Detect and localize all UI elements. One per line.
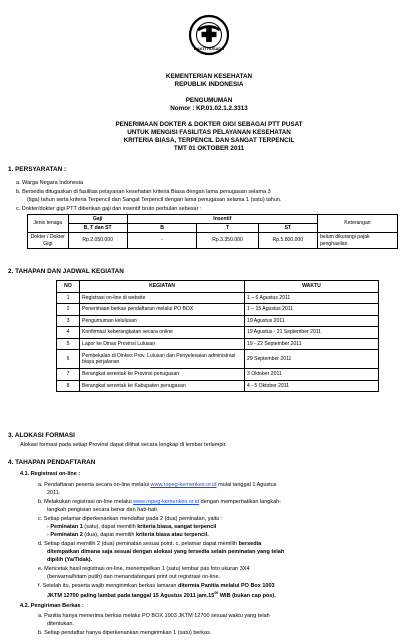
announcement-number: Nomor : KP.01.02.1.2.3313: [170, 105, 248, 112]
table-row: 4 Konfirmasi keberangkatan secara online 19 Agustus - 21 September 2011: [57, 327, 379, 339]
table-row: 7 Berangkat serentak ke Provinsi penugasan 3 Oktober 2011: [57, 369, 379, 381]
cell-st: Rp.5.800.000: [258, 233, 317, 249]
step-g-line2: ditentukan.: [47, 621, 74, 627]
th-st: ST: [258, 224, 317, 233]
cell-b: -: [127, 233, 197, 249]
th-gaji: Gaji: [68, 215, 127, 224]
step-f-line2: JKTM 12700 paling lambat pada tanggal 15 Agustus 2011 $jam.15^{00}$ WIB (bukan cap pos).: [47, 591, 276, 599]
ministry-name: KEMENTERIAN KESEHATAN: [165, 73, 253, 80]
step-d-line1: d. Setiap dapat memilih 2 (dua) peminatan sesuai point. c, pelamar dapat memilih bersedia: [38, 541, 262, 547]
step-e-line2: (berwarna/hitam putih) dan menandatangani print out registrasi on-line.: [47, 574, 221, 580]
req-b-line1: b. Bersedia ditugaskan di fasilitas pelayanan kesehatan kriteria Biasa dengan lama penugasan selama 3: [16, 189, 271, 195]
table-row: 6 Pembekalan di Dinkes Prov. Lulusan dan Penyelesaian administrasi biaya perjalanan 29 September 2011: [57, 350, 379, 369]
th-jenis: Jenis tenaga: [28, 215, 69, 233]
cell-ket: belum dikurangi pajak penghasilan: [317, 233, 397, 249]
step-c-line2: - Peminatan 1 (satu), dapat memilih kriteria biasa, sangat terpencil: [47, 524, 217, 530]
req-c: c. Dokter/dokter gigi PTT diberikan gaji dan insentif bruto perbulan sebesar :: [16, 206, 202, 212]
table-row: 5 Lapor ke Dinas Provinsi Lulusan 19 - 22 September 2011: [57, 338, 379, 350]
bakti-husada-logo: [188, 14, 230, 56]
schedule-table: [56, 280, 379, 392]
th-btst: B, T dan ST: [68, 224, 127, 233]
cell-jenis: Dokter / Dokter Gigi: [28, 233, 69, 249]
announcement-label: PENGUMUMAN: [185, 97, 233, 104]
title-line-4: TMT 01 OKTOBER 2011: [173, 145, 245, 152]
table-row: 8 Berangkat serentak ke Kabupaten penugasan 4 - 5 Oktober 2011: [57, 380, 379, 392]
subsection-4-1: 4.1. Registrasi on-line :: [20, 471, 81, 477]
country-name: REPUBLIK INDONESIA: [174, 81, 244, 88]
table-row: 1 Registrasi on-line di website 1 – 6 Agustus 2011: [57, 292, 379, 304]
ropeg-link[interactable]: www.ropeg-kemenkes.or.id: [133, 499, 200, 505]
title-line-2: UNTUK MENGISI FASILITAS PELAYANAN KESEHATAN: [127, 129, 291, 136]
step-e-line1: e. Mencetak hasil registrasi on-line, menempelkan 1 (satu) lembar pas foto ukuran 3X4: [38, 566, 250, 572]
cell-t: Rp.3.350.000: [197, 233, 258, 249]
th-t: T: [197, 224, 258, 233]
step-b-line2: langkah pengisian secara benar dan hati-hati.: [47, 507, 159, 513]
subsection-4-2: 4.2. Pengiriman Berkas :: [20, 603, 84, 609]
req-a: a. Warga Negara Indonesia: [16, 180, 84, 186]
title-line-3: KRITERIA BIASA, TERPENCIL DAN SANGAT TERPENCIL: [123, 137, 295, 144]
salary-table: [27, 214, 398, 249]
ropeg-link[interactable]: www.ropeg-kemenkes.or.id: [150, 482, 217, 488]
section-1-title: 1. PERSYARATAN :: [8, 166, 67, 173]
step-b-line1: b. Melakukan registrasi on-line melalui www.ropeg-kemenkes.or.id dengan memperhatikan langkah-: [38, 499, 282, 505]
step-d-line2: ditempatkan dimana saja sesuai dengan alokasi yang tersedia selain peminatan yang telah: [47, 549, 285, 555]
cell-gaji: Rp.2.050.000: [68, 233, 127, 249]
th-waktu: WAKTU: [245, 281, 379, 293]
title-line-1: PENERIMAAN DOKTER & DOKTER GIGI SEBAGAI PTT PUSAT: [115, 121, 303, 128]
step-h-line1: b. Setiap pendaftar hanya diperkenankan mengirimkan 1 (satu) berkas.: [38, 630, 212, 636]
req-b-line2: (tiga) tahun serta kriteria Terpencil dan Sangat Terpencil dengan lama penugasan selama 1 (satu) tahun.: [27, 197, 282, 203]
th-insentif: Insentif: [127, 215, 317, 224]
step-g-line1: a. Panitia hanya menerima berkas melalui PO BOX 1003 JKTM 12700 sesuai waktu yang telah: [38, 613, 270, 619]
step-a-line1: a. Pendaftaran peserta secara on-line melalui www.ropeg-kemenkes.or.id mulai tanggal 1 Agustus: [38, 482, 277, 488]
table-row: 3 Pengumuman kelulusan 19 Agustus 2011: [57, 315, 379, 327]
table-row: 2 Penerimaan berkas pendaftaran melalui PO BOX 1 – 15 Agustus 2011: [57, 304, 379, 316]
section-3-text: Alokasi formasi pada setiap Provinsi dapat dilihat secara lengkap di lembar terlampir.: [20, 442, 227, 448]
section-3-title: 3. ALOKASI FORMASI: [8, 432, 75, 439]
th-kegiatan: KEGIATAN: [80, 281, 245, 293]
th-b: B: [127, 224, 197, 233]
logo-text: BAKTI HUSADA: [193, 45, 225, 51]
th-keterangan: Keterangan: [317, 215, 397, 233]
step-c-line3: - Peminatan 2 (dua), dapat memilih kriteria biasa atau terpencil.: [47, 532, 209, 538]
step-d-line3: dipilih (Ya/Tidak).: [47, 557, 93, 563]
section-2-title: 2. TAHAPAN DAN JADWAL KEGIATAN: [8, 268, 124, 275]
step-c-line1: c. Setiap pelamar diperkenankan mendaftar pada 2 (dua) peminatan, yaitu :: [38, 516, 223, 522]
section-4-title: 4. TAHAPAN PENDAFTARAN: [8, 459, 96, 466]
step-f-line1: f. Setelah itu, peserta wajib mengirimkan berkas lamaran ditermia Panitia melalui PO Box 1003: [38, 583, 275, 589]
th-no: NO: [57, 281, 80, 293]
step-a-line2: 2011.: [47, 490, 61, 496]
